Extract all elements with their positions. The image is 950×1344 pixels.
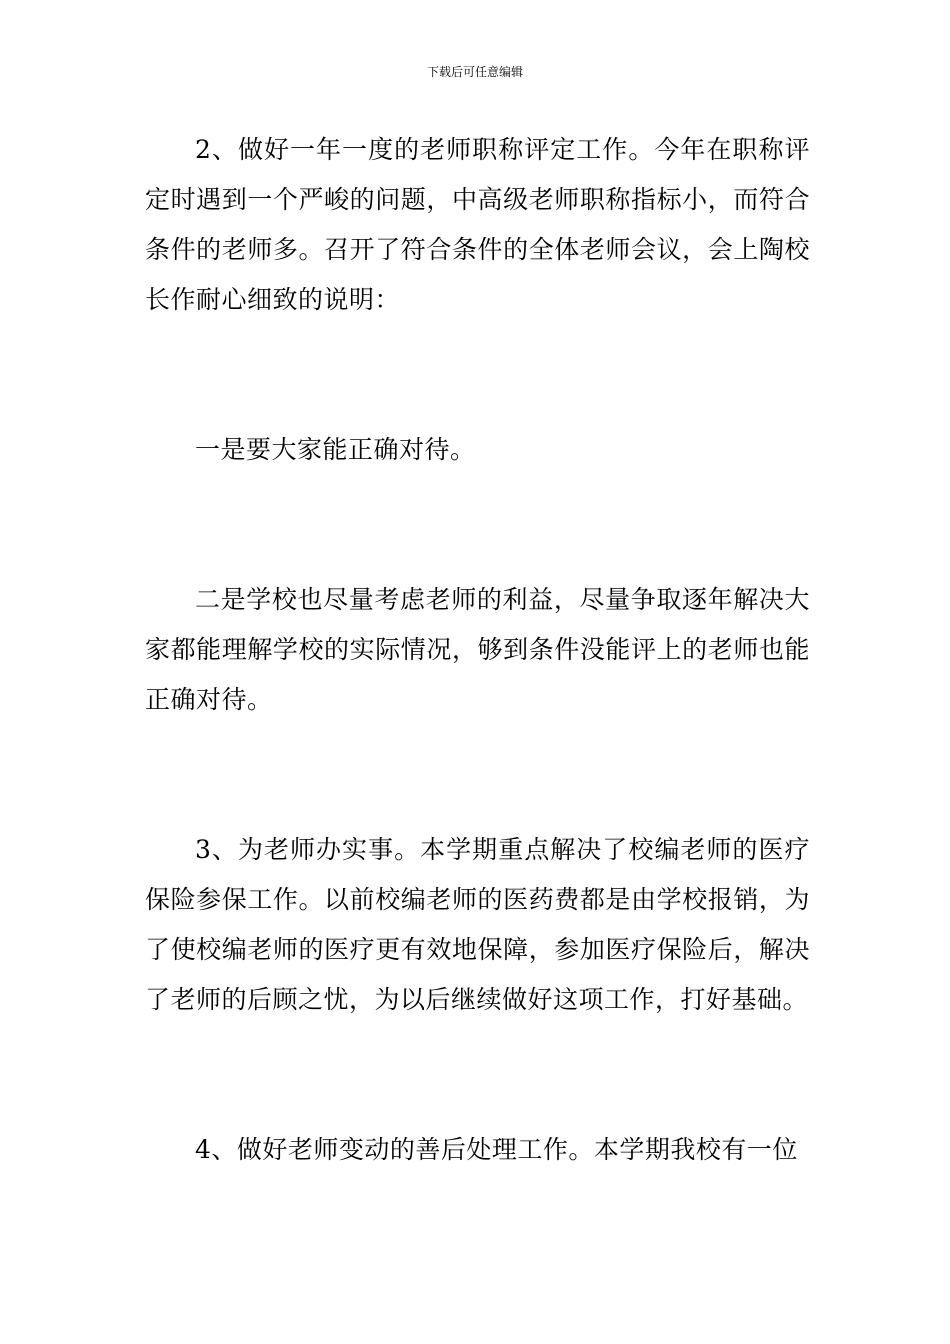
document-body — [145, 125, 810, 1175]
paragraph-spacer — [145, 475, 810, 575]
paragraph-point-one: 一是要大家能正确对待。 — [195, 435, 476, 464]
paragraph-spacer — [145, 1025, 810, 1125]
paragraph-spacer — [145, 325, 810, 425]
paragraph-teacher-change: 4、做好老师变动的善后处理工作。本学期我校有一位 — [195, 1135, 798, 1164]
page-header-note: 下载后可任意编辑 — [426, 65, 523, 79]
paragraph-title-evaluation: 2、做好一年一度的老师职称评定工作。今年在职称评定时遇到一个严峻的问题，中高级老师职称指标小，而符合条件的老师多。召开了符合条件的全体老师会议，会上陶校长作耐心细致的说明： — [145, 135, 810, 314]
paragraph-point-two: 二是学校也尽量考虑老师的利益，尽量争取逐年解决大家都能理解学校的实际情况，够到条件没能评上的老师也能正确对待。 — [145, 585, 810, 714]
paragraph-spacer — [145, 725, 810, 825]
paragraph-medical-insurance: 3、为老师办实事。本学期重点解决了校编老师的医疗保险参保工作。以前校编老师的医药费都是由学校报销，为了使校编老师的医疗更有效地保障，参加医疗保险后，解决了老师的后顾之忧，为以后继续做好这项工作，打好基础。 — [145, 835, 810, 1014]
